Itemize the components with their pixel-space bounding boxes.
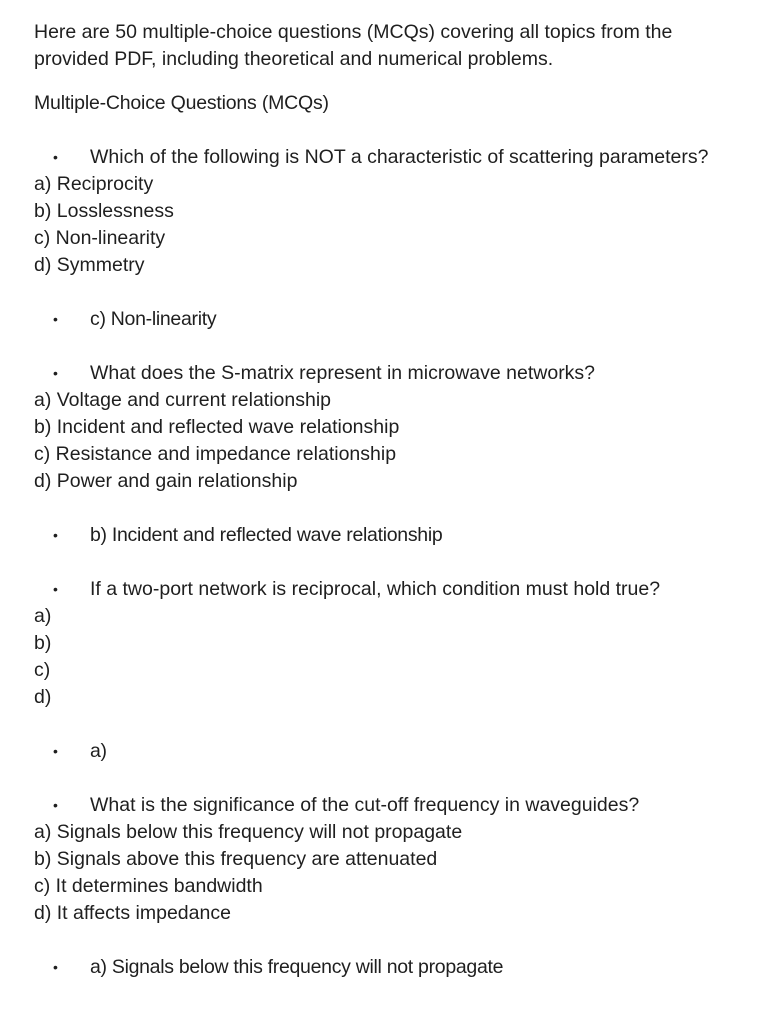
question-item bbox=[34, 792, 734, 819]
option-item: b) Losslessness bbox=[34, 200, 174, 222]
bullet-icon: • bbox=[53, 581, 58, 597]
options-list bbox=[34, 819, 734, 927]
question-block bbox=[34, 792, 734, 981]
options-list bbox=[34, 603, 734, 711]
option-item: d) Power and gain relationship bbox=[34, 470, 298, 492]
question-text: What does the S-matrix represent in microwave networks? bbox=[90, 362, 596, 384]
question-item bbox=[34, 360, 734, 387]
bullet-icon: • bbox=[53, 743, 58, 759]
question-text: What is the significance of the cut-off frequency in waveguides? bbox=[90, 794, 640, 816]
option-item: d) Symmetry bbox=[34, 254, 145, 276]
option-item: d) It affects impedance bbox=[34, 902, 231, 924]
answer-item bbox=[34, 954, 734, 981]
intro-paragraph: Here are 50 multiple-choice questions (MCQs) covering all topics from the provided PDF, including theoretical and numerical problems. bbox=[34, 21, 673, 70]
answer-item bbox=[34, 306, 734, 333]
option-item: a) Signals below this frequency will not propagate bbox=[34, 821, 463, 843]
option-item: a) Reciprocity bbox=[34, 173, 154, 195]
option-item: c) Non-linearity bbox=[34, 227, 166, 249]
answer-item bbox=[34, 738, 734, 765]
option-item: b) bbox=[34, 632, 52, 654]
answer-item bbox=[34, 522, 734, 549]
options-list bbox=[34, 171, 734, 279]
bullet-icon: • bbox=[53, 797, 58, 813]
document-page bbox=[34, 19, 734, 1008]
question-item bbox=[34, 576, 734, 603]
bullet-icon: • bbox=[53, 311, 58, 327]
option-item: c) bbox=[34, 659, 51, 681]
question-block bbox=[34, 360, 734, 549]
option-item: b) Signals above this frequency are attenuated bbox=[34, 848, 438, 870]
answer-text: a) Signals below this frequency will not propagate bbox=[90, 956, 504, 978]
section-heading: Multiple-Choice Questions (MCQs) bbox=[34, 92, 329, 114]
option-item: d) bbox=[34, 686, 52, 708]
question-block bbox=[34, 576, 734, 765]
option-item: b) Incident and reflected wave relationship bbox=[34, 416, 400, 438]
answer-text: c) Non-linearity bbox=[90, 308, 217, 330]
bullet-icon: • bbox=[53, 959, 58, 975]
options-list bbox=[34, 387, 734, 495]
option-item: a) Voltage and current relationship bbox=[34, 389, 332, 411]
bullet-icon: • bbox=[53, 365, 58, 381]
bullet-icon: • bbox=[53, 527, 58, 543]
question-text: If a two-port network is reciprocal, which condition must hold true? bbox=[90, 578, 661, 600]
question-item bbox=[34, 144, 734, 171]
option-item: c) It determines bandwidth bbox=[34, 875, 263, 897]
answer-text: b) Incident and reflected wave relationship bbox=[90, 524, 443, 546]
option-item: c) Resistance and impedance relationship bbox=[34, 443, 397, 465]
option-item: a) bbox=[34, 605, 52, 627]
answer-text: a) bbox=[90, 740, 107, 762]
bullet-icon: • bbox=[53, 149, 58, 165]
question-block bbox=[34, 144, 734, 333]
question-text: Which of the following is NOT a characteristic of scattering parameters? bbox=[90, 146, 709, 168]
